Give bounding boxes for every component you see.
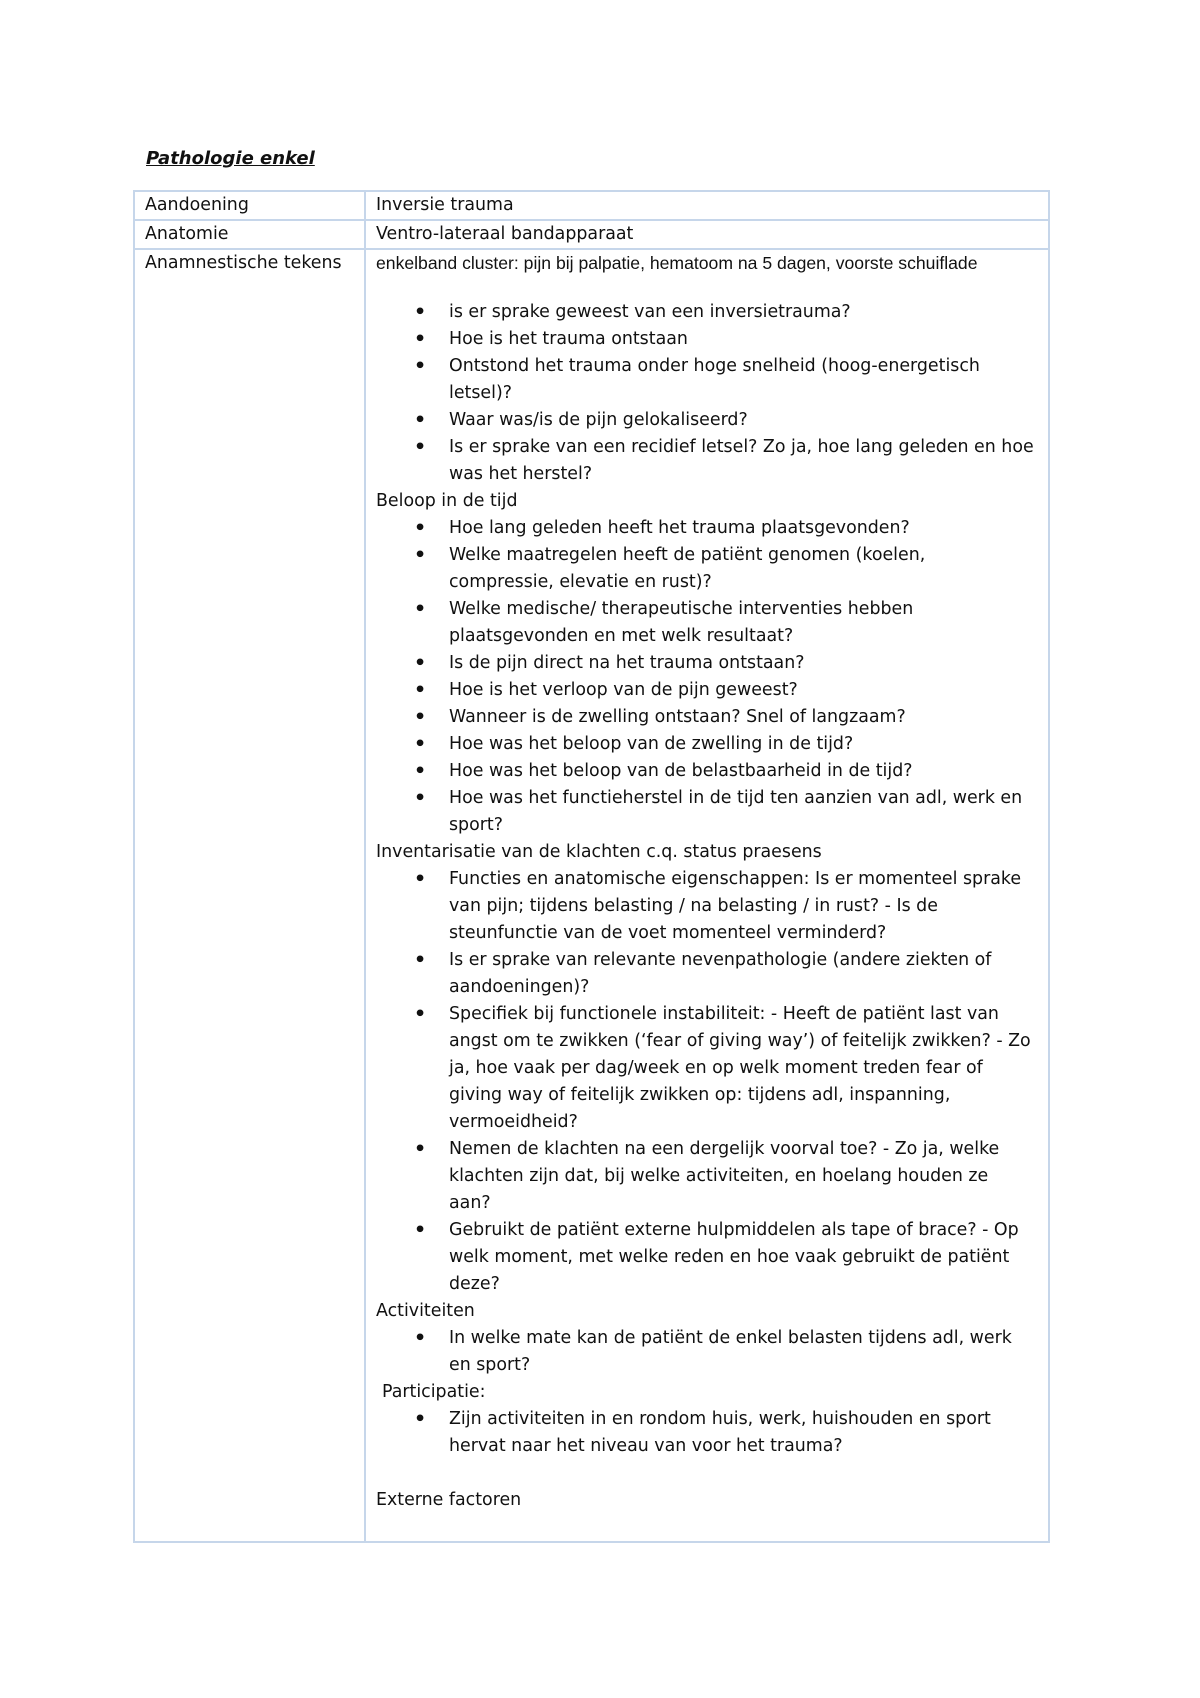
list-item: • is er sprake geweest van een inversietrauma? bbox=[376, 299, 1038, 326]
list-item: • Hoe is het trauma ontstaan bbox=[376, 326, 1038, 353]
table-row-anamnese bbox=[134, 249, 1049, 1542]
activiteiten-question-list bbox=[376, 1325, 1038, 1379]
list-item: • Hoe is het verloop van de pijn geweest? bbox=[376, 677, 1038, 704]
anatomie-value: Ventro-lateraal bandapparaat bbox=[365, 220, 1049, 249]
list-item: • Hoe lang geleden heeft het trauma plaatsgevonden? bbox=[376, 515, 1038, 542]
list-item: • Is er sprake van een recidief letsel? Zo ja, hoe lang geleden en hoe was het herstel? bbox=[376, 434, 1038, 488]
list-item: • Is er sprake van relevante nevenpathologie (andere ziekten of aandoeningen)? bbox=[376, 947, 1038, 1001]
list-item: • Is de pijn direct na het trauma ontstaan? bbox=[376, 650, 1038, 677]
participatie-heading: Participatie: bbox=[382, 1382, 486, 1402]
beloop-question-list bbox=[376, 515, 1038, 839]
table-row-aandoening bbox=[134, 191, 1049, 220]
list-item: • Waar was/is de pijn gelokaliseerd? bbox=[376, 407, 1038, 434]
list-item: • Gebruikt de patiënt externe hulpmiddelen als tape of brace? - Op welk moment, met welke reden en hoe vaak gebruikt de patiënt deze? bbox=[376, 1217, 1038, 1298]
anamnese-label: Anamnestische tekens bbox=[134, 249, 365, 1542]
spacer bbox=[376, 1460, 1038, 1487]
intro-question-list bbox=[376, 299, 1038, 488]
aandoening-label: Aandoening bbox=[134, 191, 365, 220]
list-item: • Specifiek bij functionele instabiliteit: - Heeft de patiënt last van angst om te zwikken (‘fear of giving way’) of feitelijk zwikken? - Zo ja, hoe vaak per dag/week en op welk moment treden fear of giving way of feitelijk zwikken op: tijdens adl, inspanning, vermoeidheid? bbox=[376, 1001, 1038, 1136]
list-item: • Hoe was het beloop van de zwelling in de tijd? bbox=[376, 731, 1038, 758]
inventarisatie-question-list bbox=[376, 866, 1038, 1298]
participatie-question-list bbox=[376, 1406, 1038, 1460]
list-item: • Hoe was het functieherstel in de tijd ten aanzien van adl, werk en sport? bbox=[376, 785, 1038, 839]
list-item: • Wanneer is de zwelling ontstaan? Snel of langzaam? bbox=[376, 704, 1038, 731]
list-item: • Welke maatregelen heeft de patiënt genomen (koelen, compressie, elevatie en rust)? bbox=[376, 542, 1038, 596]
anamnese-content bbox=[365, 249, 1049, 1542]
spacer bbox=[376, 275, 1038, 299]
list-item: • In welke mate kan de patiënt de enkel belasten tijdens adl, werk en sport? bbox=[376, 1325, 1038, 1379]
document-title: Pathologie enkel bbox=[146, 148, 315, 169]
beloop-heading: Beloop in de tijd bbox=[376, 491, 518, 511]
table-row-anatomie bbox=[134, 220, 1049, 249]
inventarisatie-heading: Inventarisatie van de klachten c.q. status praesens bbox=[376, 842, 822, 862]
anatomie-label: Anatomie bbox=[134, 220, 365, 249]
externe-factoren-heading: Externe factoren bbox=[376, 1490, 522, 1510]
list-item: • Zijn activiteiten in en rondom huis, werk, huishouden en sport hervat naar het niveau van voor het trauma? bbox=[376, 1406, 1038, 1460]
list-item: • Functies en anatomische eigenschappen: Is er momenteel sprake van pijn; tijdens belasting / na belasting / in rust? - Is de steunfunctie van de voet momenteel verminderd? bbox=[376, 866, 1038, 947]
list-item: • Ontstond het trauma onder hoge snelheid (hoog-energetisch letsel)? bbox=[376, 353, 1038, 407]
list-item: • Hoe was het beloop van de belastbaarheid in de tijd? bbox=[376, 758, 1038, 785]
aandoening-value: Inversie trauma bbox=[365, 191, 1049, 220]
list-item: • Nemen de klachten na een dergelijk voorval toe? - Zo ja, welke klachten zijn dat, bij welke activiteiten, en hoelang houden ze aan? bbox=[376, 1136, 1038, 1217]
enkelband-cluster-text: enkelband cluster: pijn bij palpatie, hematoom na 5 dagen, voorste schuiflade bbox=[376, 253, 978, 273]
activiteiten-heading: Activiteiten bbox=[376, 1301, 475, 1321]
list-item: • Welke medische/ therapeutische interventies hebben plaatsgevonden en met welk resultaat? bbox=[376, 596, 1038, 650]
pathology-table bbox=[133, 190, 1050, 1543]
